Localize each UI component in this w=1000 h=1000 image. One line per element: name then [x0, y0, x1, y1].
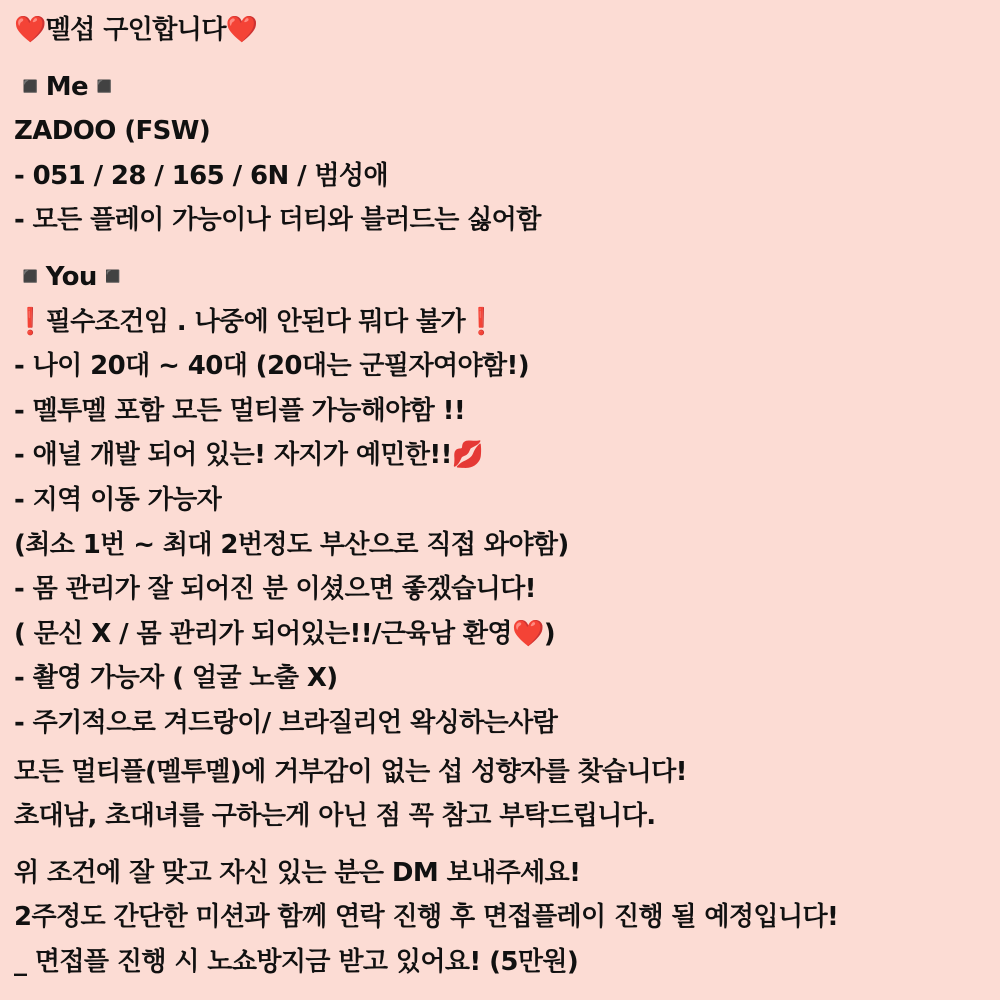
you-line: - 지역 이동 가능자: [14, 484, 222, 515]
post-title: ❤️멜섭 구인합니다❤️: [14, 15, 258, 45]
me-line: ZADOO (FSW): [14, 116, 211, 147]
you-line: - 나이 20대 ~ 40대 (20대는 군필자여야함!): [14, 351, 530, 382]
you-line: (최소 1번 ~ 최대 2번정도 부산으로 직접 와야함): [14, 529, 569, 560]
spacer: [14, 243, 1000, 255]
paragraph-line: 모든 멀티플(멜투멜)에 거부감이 없는 섭 성향자를 찾습니다!: [14, 756, 687, 787]
spacer: [14, 53, 1000, 65]
paragraph-line: 초대남, 초대녀를 구하는게 아닌 점 꼭 참고 부탁드립니다.: [14, 801, 656, 832]
paragraph-line: 위 조건에 잘 맞고 자신 있는 분은 DM 보내주세요!: [14, 857, 581, 888]
me-line: - 051 / 28 / 165 / 6N / 범성애: [14, 160, 388, 191]
you-heading: ◾️You◾️: [14, 261, 129, 292]
me-heading: ◾️Me◾️: [14, 71, 120, 102]
paragraph-line: 2주정도 간단한 미션과 함께 연락 진행 후 면접플레이 진행 될 예정입니다!: [14, 902, 839, 933]
you-line: - 애널 개발 되어 있는! 자지가 예민한!!💋: [14, 440, 484, 471]
paragraph-line: _ 면접플 진행 시 노쇼방지금 받고 있어요! (5만원): [14, 946, 579, 977]
you-line: ❗️필수조건임 . 나중에 안된다 뭐다 불가❗️: [14, 306, 497, 337]
you-line: - 몸 관리가 잘 되어진 분 이셨으면 좋겠습니다!: [14, 574, 536, 605]
you-line: - 주기적으로 겨드랑이/ 브라질리언 왁싱하는사람: [14, 707, 558, 738]
me-line: - 모든 플레이 가능이나 더티와 블러드는 싫어함: [14, 205, 541, 236]
you-line: - 촬영 가능자 ( 얼굴 노출 X): [14, 663, 338, 694]
you-line: - 멜투멜 포함 모든 멀티플 가능해야함 !!: [14, 395, 466, 426]
you-line: ( 문신 X / 몸 관리가 되어있는!!/근육남 환영❤️): [14, 618, 555, 649]
spacer: [14, 839, 1000, 851]
